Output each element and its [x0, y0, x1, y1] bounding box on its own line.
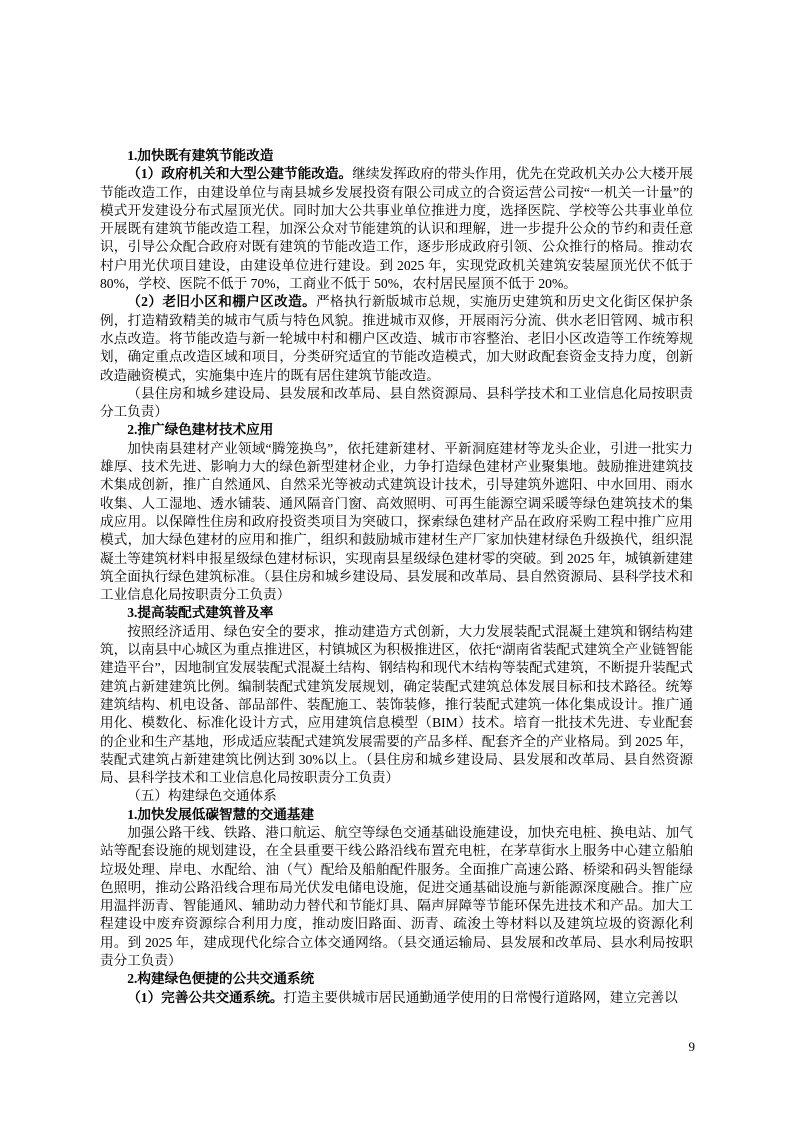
document-body — [100, 147, 693, 1007]
subsection-green-transport-system: （五）构建绿色交通体系 — [127, 788, 277, 804]
para-responsible-departments-retrofit: （县住房和城乡建设局、县发展和改革局、县自然资源局、县科学技术和工业信息化局按职责分工负责） — [100, 385, 693, 420]
para-body-govt-public-building-retrofit: 继续发挥政府的带头作用，优先在党政机关办公大楼开展节能改造工作，由建设单位与南县城乡发展投资有限公司成立的合资运营公司按“一机关一计量”的模式开发建设分布式屋顶光伏。同时加大公共事业单位推进力度，选择医院、学校等公共事业单位开展既有建筑节能改造工程，加深公众对节能建筑的认识和理解，进一步提升公众的节约和责任意识，引导公众配合政府对既有建筑的节能改造工作，逐步形成政府引领、公众推行的格局。推动农村户用光伏项目建设，由建设单位进行建设。到 2025 年，实现党政机关建筑安装屋顶光伏不低于 80%，学校、医院不低于 70%，工商业不低于 50%，农村居民屋顶不低于 20%。 — [100, 166, 694, 292]
para-govt-public-building-retrofit — [100, 165, 693, 293]
para-old-district-renovation — [100, 293, 693, 384]
para-lead-public-transport-system: （1）完善公共交通系统。 — [127, 989, 284, 1005]
heading-prefabricated-building-rate: 3.提高装配式建筑普及率 — [127, 605, 274, 621]
heading-retrofit-existing-buildings: 1.加快既有建筑节能改造 — [127, 148, 274, 163]
heading-green-public-transport: 2.构建绿色便捷的公共交通系统 — [127, 971, 315, 987]
para-body-old-district-renovation: 严格执行新版城市总规，实施历史建筑和历史文化街区保护条例，打造精致精美的城市气质与特色风貌。推进城市双修，开展雨污分流、供水老旧管网、城市积水点改造。将节能改造与新一轮城中村和棚户区改造、城市市容整治、老旧小区改造等工作统筹规划，确定重点改造区域和项目，分类研究适宜的节能改造模式，加大财政配套资金支持力度，创新改造融资模式，实施集中连片的既有居住建筑节能改造。 — [100, 294, 693, 383]
para-prefabricated-building: 按照经济适用、绿色安全的要求，推动建造方式创新，大力发展装配式混凝土建筑和钢结构建筑，以南县中心城区为重点推进区，村镇城区为积极推进区，依托“湖南省装配式建筑全产业链智能建造平台”，因地制宜发展装配式混凝土结构、钢结构和现代木结构等装配式建筑，不断提升装配式建筑占新建建筑比例。编制装配式建筑发展规划，确定装配式建筑总体发展目标和技术路径。统筹建筑结构、机电设备、部品部件、装配施工、装饰装修，推行装配式建筑一体化集成设计。推广通用化、模数化、标准化设计方式，应用建筑信息模型（BIM）技术。培育一批技术先进、专业配套的企业和生产基地，形成适应装配式建筑发展需要的产品多样、配套齐全的产业格局。到 2025 年，装配式建筑占新建建筑比例达到 30%以上。（县住房和城乡建设局、县发展和改革局、县自然资源局、县科学技术和工业信息化局按职责分工负责） — [100, 623, 693, 786]
para-lead-govt-public-building-retrofit: （1）政府机关和大型公建节能改造。 — [127, 166, 353, 182]
heading-green-building-materials: 2.推广绿色建材技术应用 — [127, 422, 274, 438]
heading-low-carbon-transport-infrastructure: 1.加快发展低碳智慧的交通基建 — [127, 806, 315, 822]
para-body-public-transport-system: 打造主要供城市居民通勤通学使用的日常慢行道路网，建立完善以 — [283, 989, 678, 1005]
para-public-transport-system — [100, 989, 693, 1007]
para-green-building-materials: 加快南县建材产业领域“腾笼换鸟”，依托建新建材、平新洞庭建材等龙头企业，引进一批实力雄厚、技术先进、影响力大的绿色新型建材企业，力争打造绿色建材产业聚集地。鼓励推进建筑技术集成创新，推广自然通风、自然采光等被动式建筑设计技术，引导建筑外遮阳、中水回用、雨水收集、人工湿地、透水铺装、通风隔音门窗、高效照明、可再生能源空调采暖等绿色建筑技术的集成应用。以保障性住房和政府投资类项目为突破口，探索绿色建材产品在政府采购工程中推广应用模式，加大绿色建材的应用和推广，组织和鼓励城市建材生产厂家加快建材绿色升级换代，组织混凝土等建筑材料申报星级绿色建材标识，实现南县星级绿色建材零的突破。到 2025 年，城镇新建建筑全面执行绿色建筑标准。（县住房和城乡建设局、县发展和改革局、县自然资源局、县科学技术和工业信息化局按职责分工负责） — [100, 440, 693, 603]
para-transport-infrastructure: 加强公路干线、铁路、港口航运、航空等绿色交通基础设施建设，加快充电桩、换电站、加气站等配套设施的规划建设，在全县重要干线公路沿线布置充电桩，在茅草街水上服务中心建立船舶垃圾处理、岸电、水配给、油（气）配给及船舶配件服务。全面推广高速公路、桥梁和码头智能绿色照明，推动公路沿线合理布局光伏发电储电设施，促进交通基础设施与新能源深度融合。推广应用温拌沥青、智能通风、辅助动力替代和节能灯具、隔声屏障等节能环保先进技术和产品。加大工程建设中废弃资源综合利用力度，推动废旧路面、沥青、疏浚土等材料以及建筑垃圾的资源化利用。到 2025 年，建成现代化综合立体交通网络。（县交通运输局、县发展和改革局、县水利局按职责分工负责） — [100, 824, 693, 969]
para-lead-old-district-renovation: （2）老旧小区和棚户区改造。 — [127, 294, 317, 310]
page-number: 9 — [688, 1039, 695, 1054]
